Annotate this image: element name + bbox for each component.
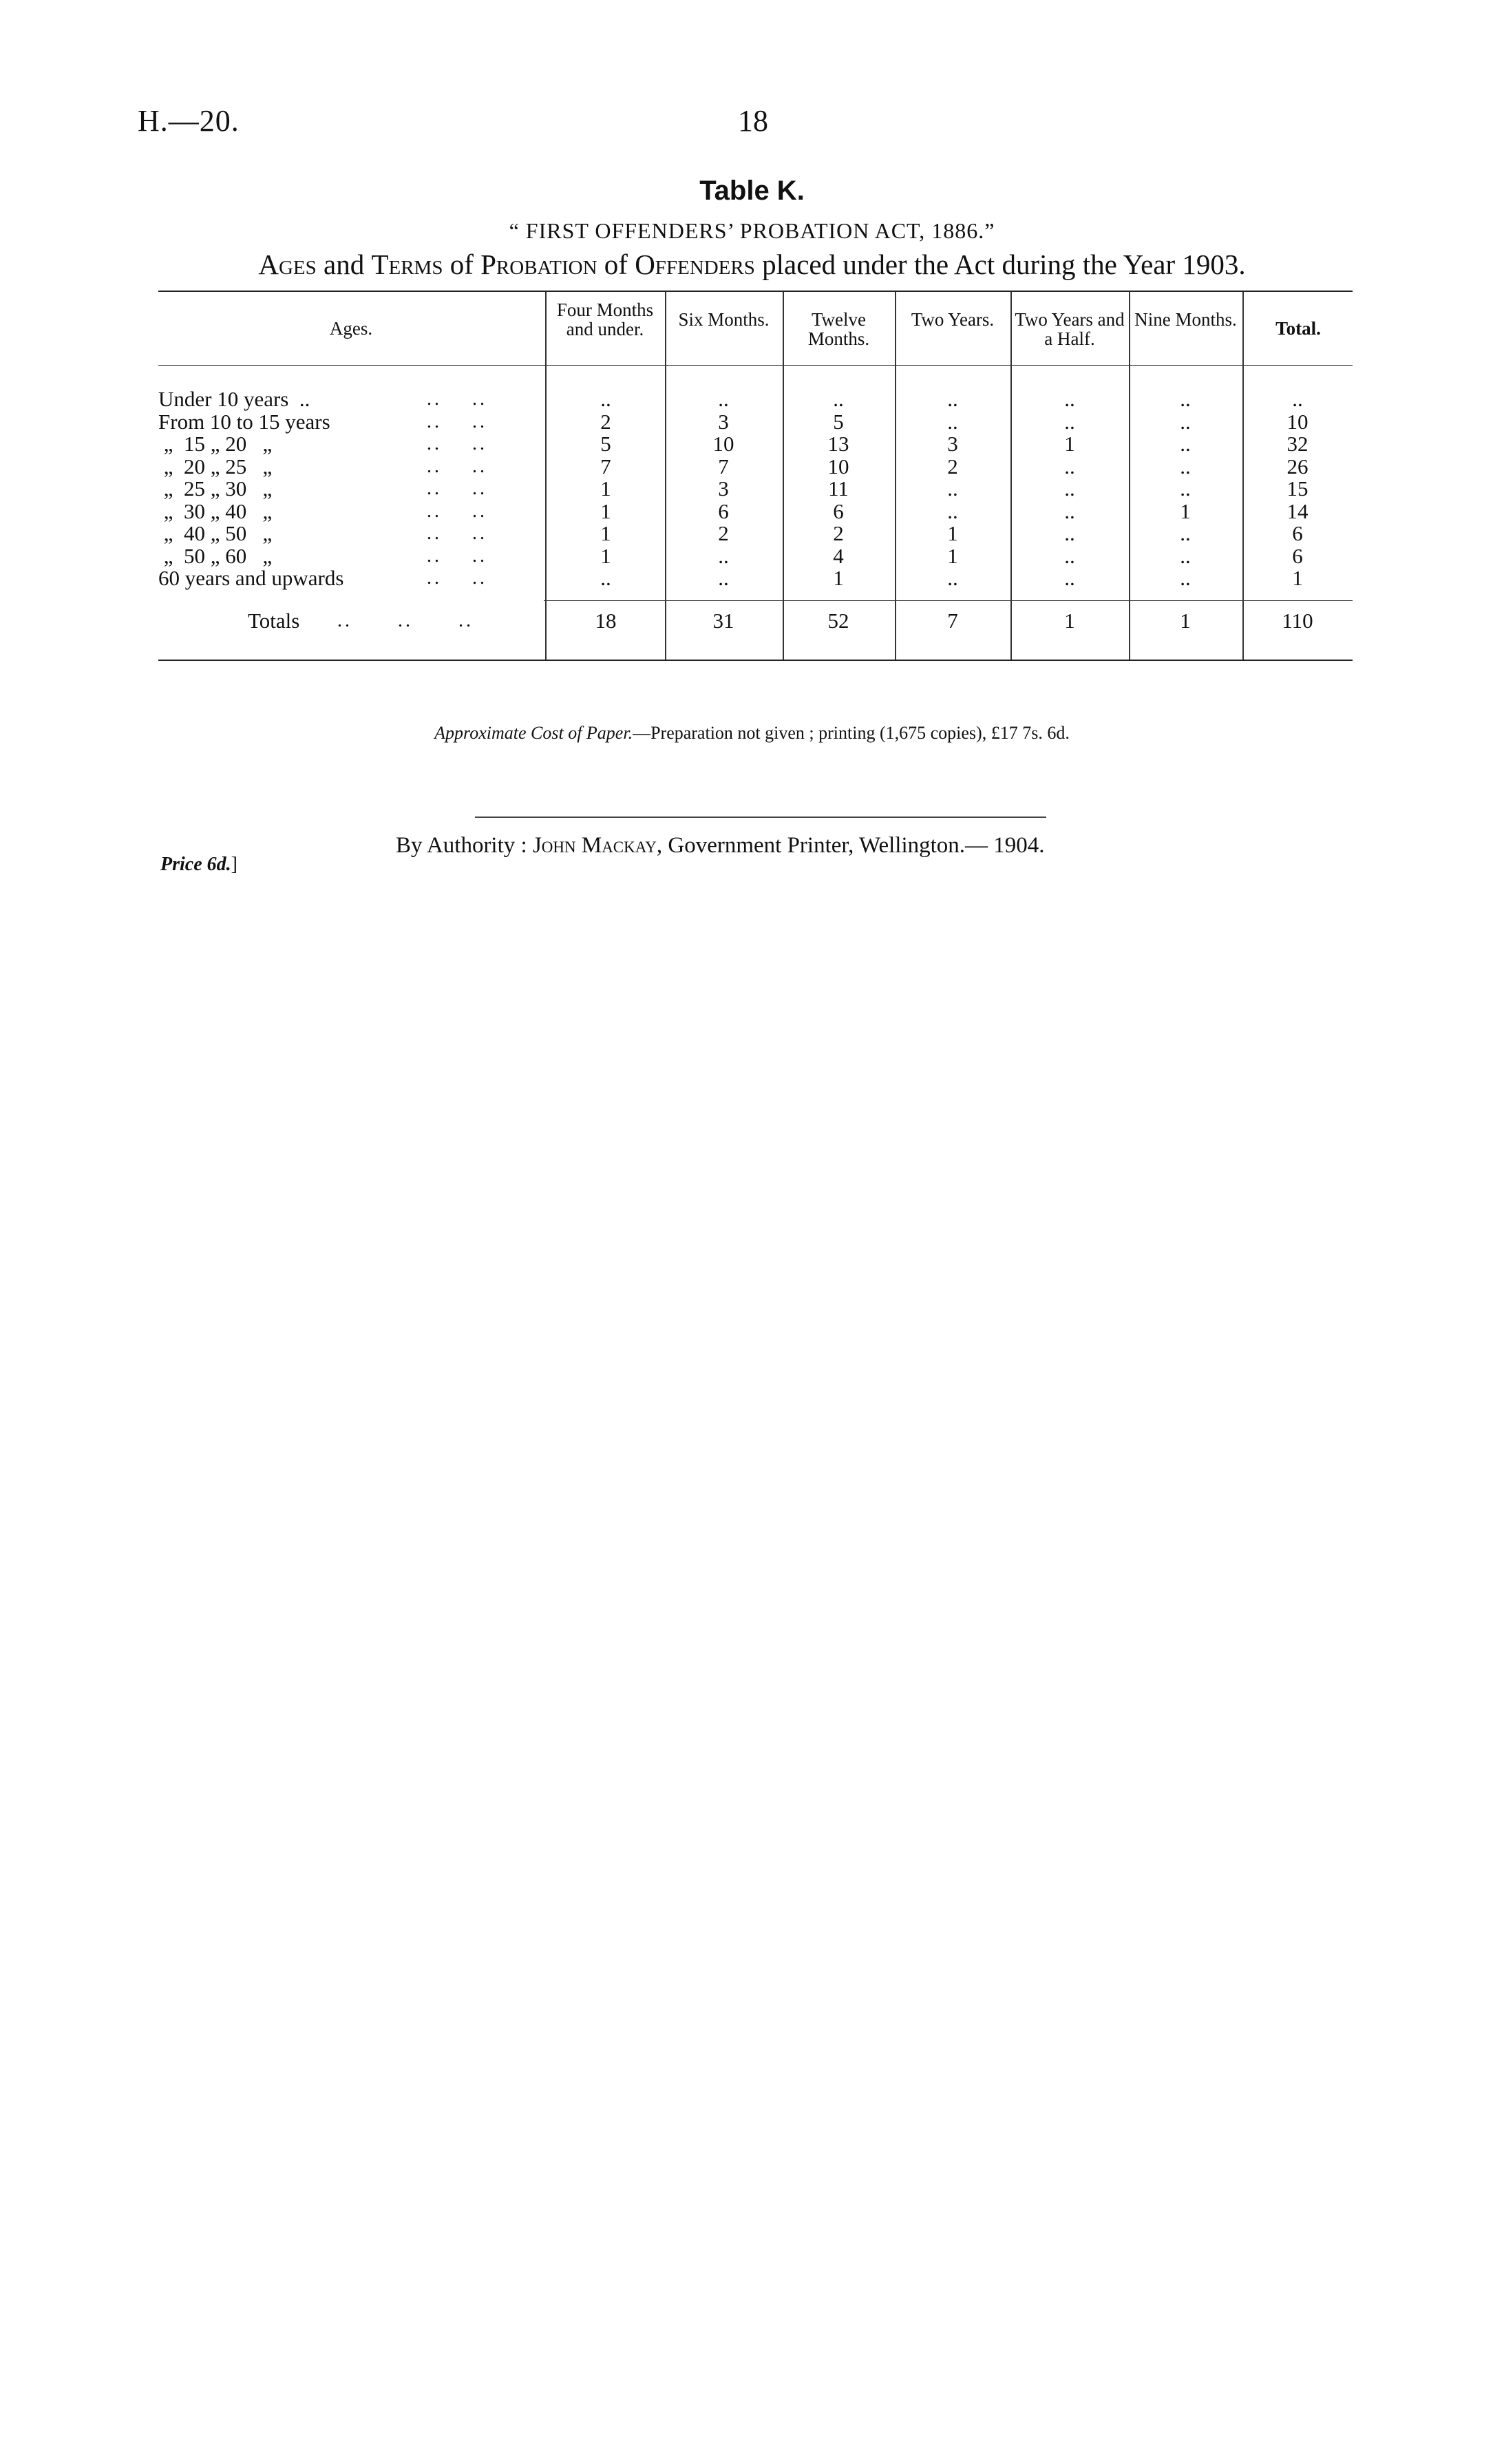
table-cell: 1	[600, 476, 611, 501]
table-cell: ..	[1180, 432, 1191, 456]
column-header-total: Total.	[1275, 318, 1321, 339]
table-bottom-rule	[158, 660, 1353, 661]
table-cell: 5	[600, 432, 611, 456]
dot-leaders: .. ..	[427, 545, 487, 567]
table-cell: ..	[1180, 566, 1191, 590]
document-reference: H.—20.	[138, 104, 240, 138]
table-cell: 11	[828, 476, 849, 501]
cost-label: Approximate Cost of Paper.	[434, 723, 633, 743]
table-cell: 2	[947, 454, 958, 478]
table-cell: ..	[947, 498, 958, 523]
row-label: Under 10 years ..	[158, 387, 310, 411]
price-text: Price 6d.	[160, 854, 231, 875]
table-cell: 1	[947, 521, 958, 545]
column-header-six-months: Six Months.	[678, 309, 770, 330]
dot-leaders: .. ..	[427, 500, 487, 522]
table-cell: ..	[718, 566, 729, 590]
totals-cell: 1	[1064, 609, 1075, 633]
column-header-four-months: Four Months and under.	[556, 299, 654, 339]
table-cell: ..	[1064, 476, 1075, 501]
table-cell: 1	[833, 566, 844, 590]
table-cell: 6	[1292, 543, 1303, 568]
table-cell: 6	[833, 498, 844, 523]
table-cell: 1	[1180, 498, 1191, 523]
table-cell: 13	[827, 432, 849, 456]
dot-leaders: .. ..	[427, 455, 487, 477]
totals-label: Totals	[248, 609, 300, 633]
footer-rule	[475, 817, 1046, 818]
dot-leaders: .. ..	[427, 478, 487, 499]
table-cell: ..	[718, 543, 729, 568]
authority-suffix: , Government Printer, Wellington.— 1904.	[656, 833, 1045, 858]
dot-leaders: .. ..	[427, 410, 487, 432]
row-label: „ 25 „ 30 „	[158, 476, 273, 501]
row-label: „ 20 „ 25 „	[158, 454, 273, 478]
row-label: „ 15 „ 20 „	[158, 432, 273, 456]
subtitle-word: placed under the Act during the Year 1903.	[762, 249, 1246, 280]
row-label: „ 30 „ 40 „	[158, 498, 273, 523]
dot-leaders: .. ..	[427, 567, 487, 589]
table-cell: 2	[833, 521, 844, 545]
printer-authority	[396, 833, 1045, 859]
dot-leaders: .. ..	[427, 433, 487, 454]
table-cell: ..	[947, 387, 958, 411]
dot-leaders: .. ..	[427, 388, 487, 410]
table-cell: 3	[947, 432, 958, 456]
table-cell: 1	[600, 521, 611, 545]
table-cell: 10	[827, 454, 849, 478]
table-cell: 5	[833, 409, 844, 434]
table-cell: ..	[1180, 543, 1191, 568]
dot-leaders: .. .. ..	[337, 610, 474, 631]
table-cell: 10	[712, 432, 734, 456]
printer-name: John Mackay	[532, 833, 657, 858]
table-header-rule	[158, 365, 1353, 366]
table-cell: 1	[1292, 566, 1303, 590]
subtitle-word: of	[604, 249, 628, 280]
subtitle-word: of	[449, 249, 474, 280]
table-cell: 15	[1286, 476, 1309, 501]
totals-cell: 7	[947, 609, 958, 633]
table-cell: ..	[1180, 521, 1191, 545]
subtitle-word: Ages	[258, 249, 317, 280]
column-header-two-and-half-years: Two Years and a Half.	[1015, 309, 1125, 349]
table-cell: 6	[1292, 521, 1303, 545]
column-divider	[1242, 292, 1244, 660]
table-cell: 1	[600, 543, 611, 568]
row-label: „ 50 „ 60 „	[158, 543, 273, 568]
table-cell: 6	[718, 498, 729, 523]
table-cell: ..	[1064, 498, 1075, 523]
table-cell: 3	[718, 476, 729, 501]
table-cell: 1	[600, 498, 611, 523]
table-cell: ..	[833, 387, 844, 411]
totals-cell: 18	[595, 609, 617, 633]
table-cell: ..	[1064, 543, 1075, 568]
table-cell: ..	[1180, 476, 1191, 501]
page-number: 18	[738, 104, 768, 138]
cost-text: —Preparation not given ; printing (1,675 copies), £17 7s. 6d.	[633, 723, 1070, 743]
totals-cell: 110	[1282, 609, 1313, 633]
table-cell: ..	[1180, 387, 1191, 411]
row-label: From 10 to 15 years	[158, 409, 330, 434]
price-bracket: ]	[231, 854, 237, 875]
table-cell: 1	[1064, 432, 1075, 456]
column-header-nine-months: Nine Months.	[1134, 309, 1237, 330]
table-cell: ..	[600, 566, 611, 590]
table-cell: ..	[1180, 409, 1191, 434]
table-cell: ..	[600, 387, 611, 411]
column-header-two-years: Two Years.	[911, 309, 995, 330]
subtitle-word: Offenders	[635, 249, 755, 280]
table-cell: 10	[1286, 409, 1309, 434]
authority-prefix: By Authority :	[396, 833, 527, 858]
table-cell: 7	[600, 454, 611, 478]
table-cell: ..	[947, 409, 958, 434]
totals-cell: 31	[712, 609, 734, 633]
column-divider	[1129, 292, 1130, 660]
subtitle-word: Terms	[371, 249, 443, 280]
table-cell: ..	[1064, 521, 1075, 545]
subtitle-word: Probation	[480, 249, 597, 280]
table-subtitle	[0, 248, 1504, 281]
table-cell: 3	[718, 409, 729, 434]
table-cell: ..	[1064, 387, 1075, 411]
table-cell: ..	[718, 387, 729, 411]
column-divider	[545, 292, 547, 660]
column-header-ages: Ages.	[329, 318, 373, 339]
column-divider	[895, 292, 896, 660]
column-divider	[665, 292, 666, 660]
totals-cell: 1	[1180, 609, 1191, 633]
table-cell: 14	[1286, 498, 1309, 523]
totals-cell: 52	[827, 609, 849, 633]
table-cell: 32	[1286, 432, 1309, 456]
table-title: Table K.	[699, 176, 805, 206]
table-cell: ..	[1180, 454, 1191, 478]
table-cell: ..	[947, 476, 958, 501]
table-top-rule	[158, 291, 1353, 292]
row-label: „ 40 „ 50 „	[158, 521, 273, 545]
table-cell: 2	[718, 521, 729, 545]
table-cell: 1	[947, 543, 958, 568]
row-label: 60 years and upwards	[158, 566, 344, 590]
approximate-cost-note	[0, 723, 1504, 744]
column-header-twelve-months: Twelve Months.	[807, 309, 870, 349]
table-cell: ..	[1064, 409, 1075, 434]
table-cell: 26	[1286, 454, 1309, 478]
subtitle-word: and	[324, 249, 365, 280]
table-cell: ..	[1292, 387, 1303, 411]
act-title: “ FIRST OFFENDERS’ PROBATION ACT, 1886.”	[509, 218, 995, 243]
dot-leaders: .. ..	[427, 523, 487, 544]
table-cell: 7	[718, 454, 729, 478]
table-cell: ..	[1064, 454, 1075, 478]
table-cell: ..	[1064, 566, 1075, 590]
table-cell: 4	[833, 543, 844, 568]
table-cell: 2	[600, 409, 611, 434]
price-note	[160, 854, 237, 876]
table-cell: ..	[947, 566, 958, 590]
